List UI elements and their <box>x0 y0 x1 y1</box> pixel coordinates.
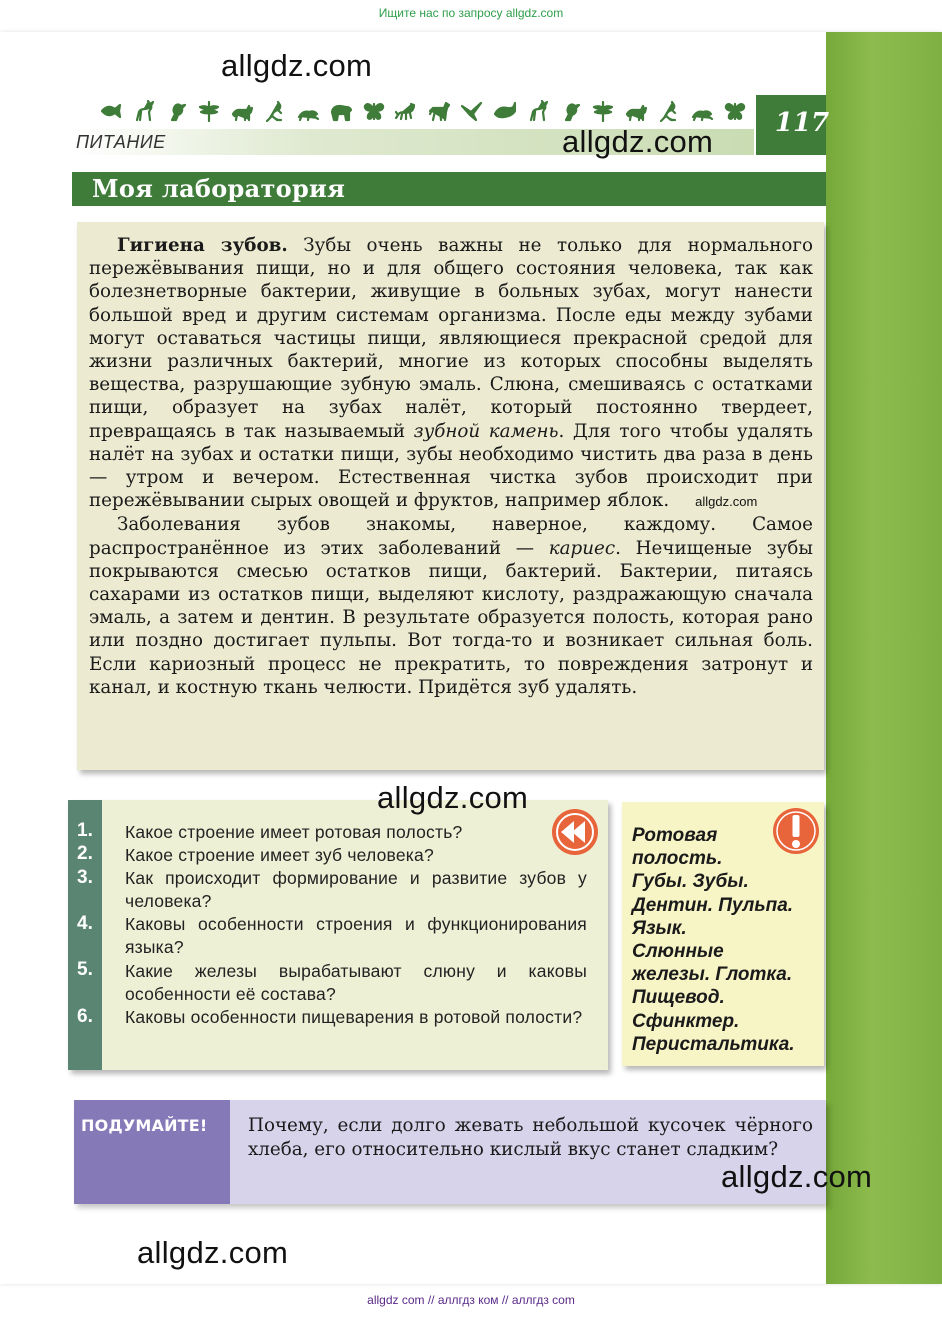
question-number: 3. <box>77 867 93 888</box>
question-number: 6. <box>77 1006 93 1027</box>
page-edge-strip <box>826 32 942 1284</box>
key-term-line: Ротовая <box>632 825 718 846</box>
watermark-small: allgdz.com <box>695 494 758 510</box>
key-term-line: Язык. <box>632 917 687 939</box>
key-terms <box>632 824 822 1056</box>
search-hint: Ищите нас по запросу allgdz.com <box>378 6 564 20</box>
lab-text-span: Зубы очень важны не только для нормального пережёвывания пищи, но и для общего состояния человека, так как болезнетворные бактерии, живущие в больных зубах, могут нанести большой вред и другим системам организма. После еды между зубами могут оставаться частицы пищи, являющиеся прекрасной средой для жизни различных бактерий, многие из которых способны выделять вещества, разрушающие зубную эмаль. Слюна, смешиваясь с остатками пищи, образует на зубах налёт, который постоянно твердеет, превращаясь в так называемый <box>89 235 813 442</box>
butterfly-icon <box>724 100 746 122</box>
dragonfly-icon <box>592 100 614 122</box>
section-label: ПИТАНИЕ <box>76 132 166 152</box>
question-number: 2. <box>77 843 93 864</box>
question-text: Какое строение имеет зуб человека? <box>125 845 434 865</box>
animal-border <box>100 96 746 126</box>
question-text: Как происходит формирование и развитие зубов у человека? <box>125 868 587 911</box>
question-number: 1. <box>77 820 93 841</box>
bird-icon <box>560 100 582 122</box>
deer-icon <box>527 100 549 122</box>
watermark: allgdz.com <box>137 1235 289 1270</box>
question-text: Какое строение имеет ротовая полость? <box>125 822 463 842</box>
lab-paragraph-2 <box>89 513 813 699</box>
key-term-line: Перистальтика. <box>632 1033 795 1055</box>
whale-icon <box>494 100 516 122</box>
key-term-line: Слюнные <box>632 941 724 963</box>
bear-icon <box>330 100 352 122</box>
question-number: 5. <box>77 959 93 980</box>
key-term-line: Сфинктер. <box>632 1010 740 1032</box>
lab-text-span: . Для того чтобы удалять налёт на зубах и остатки пищи, зубы необходимо чистить два раза в день — утром и вечером. Естественная чистка зубов происходит при пережёвывании сырых овощей и фруктов, например яблок. <box>89 420 814 512</box>
butterfly-icon <box>363 100 385 122</box>
frog-icon <box>691 100 713 122</box>
lab-lead: Гигиена зубов. <box>117 235 288 256</box>
key-term-line: железы. Глотка. <box>632 964 793 986</box>
key-term-line: Дентин. Пульпа. <box>632 894 794 916</box>
question-text: Каковы особенности пищеварения в ротовой полости? <box>125 1007 583 1027</box>
footer-links: allgdz com // аллгдз ком // аллгдз com <box>367 1293 575 1307</box>
cat-icon <box>625 100 647 122</box>
key-term-line: Пищевод. <box>632 987 725 1009</box>
watermark: allgdz.com <box>221 48 373 83</box>
frog-icon <box>297 100 319 122</box>
key-term-line: полость. <box>632 848 723 870</box>
rewind-icon <box>550 807 600 857</box>
lab-paragraph-1 <box>89 234 813 513</box>
kangaroo-icon <box>264 100 286 122</box>
key-term-line: Губы. Зубы. <box>632 871 749 893</box>
bird-flying-icon <box>461 100 483 122</box>
lab-term: зубной камень <box>413 420 559 442</box>
think-question: Почему, если долго жевать небольшой кусочек чёрного хлеба, его относительно кислый вкус станет сладким? <box>248 1115 813 1160</box>
watermark: allgdz.com <box>721 1159 873 1194</box>
question-text: Какие железы вырабатывают слюну и каковы особенности её состава? <box>125 961 587 1004</box>
scorpion-icon <box>395 100 417 122</box>
lab-text-span: Заболевания зубов знакомы, наверное, каждому. Самое распространённое из этих заболеваний — <box>89 514 813 559</box>
question-text: Каковы особенности строения и функционирования языка? <box>125 914 587 957</box>
lab-term: кариес <box>548 537 616 559</box>
dragonfly-icon <box>198 100 220 122</box>
page-number: 117 <box>774 108 830 138</box>
lab-text <box>89 234 813 699</box>
question-number: 4. <box>77 913 93 934</box>
horse-icon <box>428 100 450 122</box>
lab-title: Моя лаборатория <box>92 174 346 203</box>
bird-icon <box>166 100 188 122</box>
watermark: allgdz.com <box>377 780 529 815</box>
kangaroo-icon <box>658 100 680 122</box>
watermark: allgdz.com <box>562 124 714 159</box>
lab-text-span: . Нечищеные зубы покрываются смесью остатков пищи, бактерий. Бактерии, питаясь сахарами из остатков пищи, выделяют кислоту, раздражающую сначала эмаль, а затем и дентин. В результате образуется полость, которая рано или поздно достигает пульпы. Вот тогда-то и возникает сильная боль. Если кариозный процесс не прекратить, то повреждения затронут и канал, и костную ткань челюсти. Придётся зуб удалять. <box>89 537 813 698</box>
deer-icon <box>133 100 155 122</box>
think-label: ПОДУМАЙТЕ! <box>81 1116 208 1135</box>
cat-icon <box>231 100 253 122</box>
fish-icon <box>100 100 122 122</box>
